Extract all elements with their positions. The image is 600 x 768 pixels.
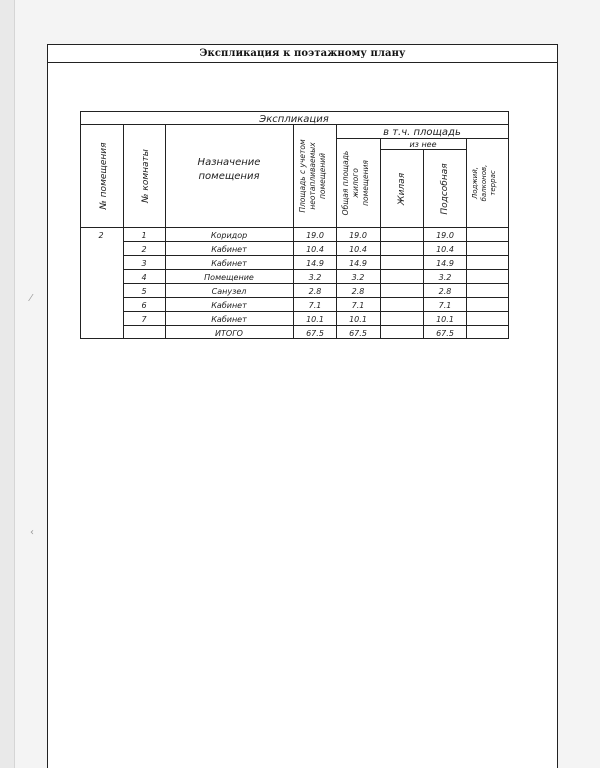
total-cell-total: 67.5: [306, 329, 324, 338]
table-cell-aux: 7.1: [438, 301, 452, 310]
table-caption: Экспликация: [259, 114, 329, 125]
header-loggia: Лоджий,: [471, 166, 479, 200]
table-cell-total: 2.8: [308, 287, 322, 296]
table-cell-common: 2.8: [351, 287, 365, 296]
table-cell-aux: 10.4: [436, 245, 454, 254]
header-room-no: № помещения: [99, 142, 109, 210]
table-cell-aux: 19.0: [436, 231, 454, 240]
table-cell-aux: 2.8: [438, 287, 452, 296]
table-rows: [141, 231, 453, 338]
header-aux: Подсобная: [440, 163, 450, 215]
table-cell-common: 3.2: [351, 273, 365, 282]
header-purpose: помещения: [198, 171, 260, 182]
margin-mark: ⁄: [30, 293, 32, 304]
table-cell-common: 14.9: [349, 259, 367, 268]
total-label: ИТОГО: [215, 329, 243, 338]
table-cell-name: Коридор: [210, 231, 248, 240]
header-living: Жилая: [397, 172, 407, 206]
table-cell-total: 19.0: [306, 231, 324, 240]
table-cell-name: Кабинет: [211, 245, 247, 254]
table-cell-common: 19.0: [349, 231, 367, 240]
table-cell-aux: 3.2: [438, 273, 452, 282]
row-lines: [123, 242, 509, 326]
header-common-area: помещения: [361, 160, 370, 206]
header-common-area: Общая площадь: [341, 150, 350, 216]
document-title: Экспликация к поэтажному плану: [48, 45, 557, 63]
table-cell-n: 7: [141, 315, 147, 324]
total-cell-common: 67.5: [349, 329, 367, 338]
table-cell-total: 10.1: [306, 315, 324, 324]
room-number: 2: [98, 231, 104, 240]
total-cell-aux: 67.5: [436, 329, 454, 338]
table-cell-total: 3.2: [308, 273, 322, 282]
table-cell-common: 7.1: [351, 301, 365, 310]
table-cell-n: 6: [141, 301, 147, 310]
explication-table: [80, 111, 510, 340]
table-cell-name: Кабинет: [211, 315, 247, 324]
table-cell-aux: 14.9: [436, 259, 454, 268]
table-cell-n: 3: [141, 259, 147, 268]
header-total-area: неотапливаемых: [308, 142, 317, 210]
table-cell-total: 10.4: [306, 245, 324, 254]
margin-mark: ‹: [30, 527, 34, 538]
header-loggia: балконов,: [480, 164, 488, 202]
table-cell-name: Кабинет: [211, 259, 247, 268]
table-cell-name: Санузел: [211, 287, 247, 296]
table-cell-n: 5: [141, 287, 147, 296]
header-total-area: помещений: [318, 152, 327, 200]
header-loggia: террас: [489, 170, 497, 196]
table-cell-name: Помещение: [204, 273, 254, 282]
table-cell-n: 2: [141, 245, 147, 254]
header-purpose: Назначение: [197, 157, 261, 168]
table-cell-n: 4: [141, 273, 147, 282]
header-common-area: жилого: [351, 168, 360, 198]
header-total-area: Площадь с учетом: [298, 139, 307, 213]
table-cell-total: 14.9: [306, 259, 324, 268]
table-cell-common: 10.4: [349, 245, 367, 254]
header-sub-no: № комнаты: [141, 149, 151, 203]
header-of-them: из нее: [409, 140, 437, 149]
table-cell-common: 10.1: [349, 315, 367, 324]
page-edge: [0, 0, 15, 768]
header-incl: в т.ч. площадь: [383, 127, 461, 138]
table-cell-aux: 10.1: [436, 315, 454, 324]
table-cell-n: 1: [141, 231, 147, 240]
table-cell-total: 7.1: [308, 301, 322, 310]
table-cell-name: Кабинет: [211, 301, 247, 310]
